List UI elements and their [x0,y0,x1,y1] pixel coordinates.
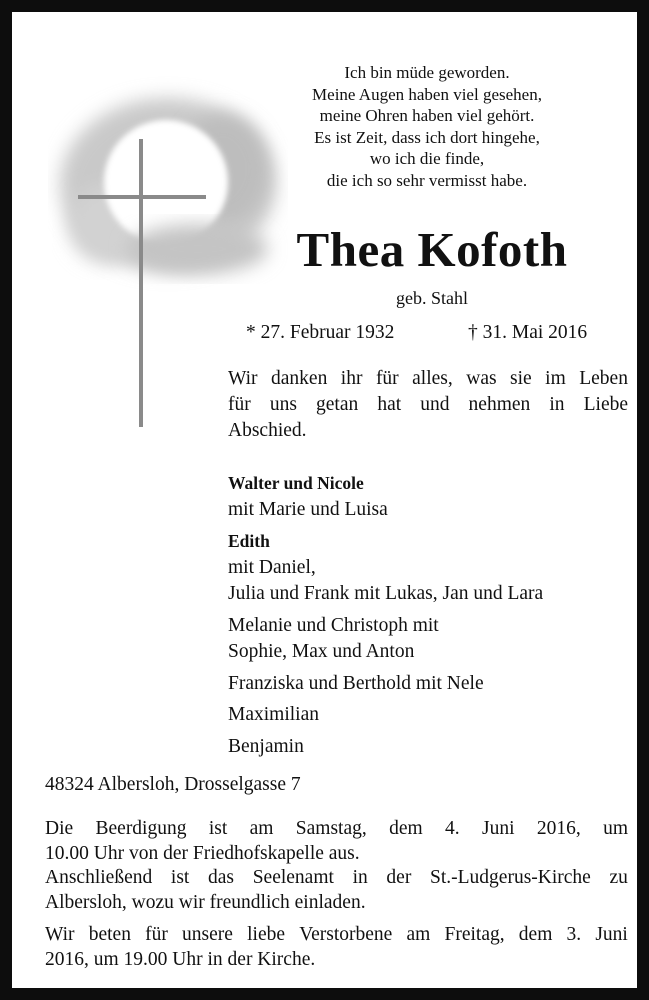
word: ist [170,867,190,888]
word: für [375,368,399,389]
word: St.-Ludgerus-Kirche [430,867,591,888]
word: der [386,867,412,888]
family-line: Julia und Frank mit Lukas, Jan und Lara [228,583,544,604]
word: das [208,867,235,888]
funeral-line [45,817,628,842]
word: Juni [481,818,515,839]
thanks-line [228,392,628,418]
funeral-line: Albersloh, wozu wir freundlich einladen. [45,891,366,913]
word: ist [208,818,228,839]
word: Die [45,818,74,839]
poem-line: Es ist Zeit, dass ich dort hingehe, [314,127,540,147]
word: dem [389,818,423,839]
word: danken [271,368,328,389]
family-line: Franziska und Berthold mit Nele [228,672,484,694]
word: Seelenamt [252,867,334,888]
word: im [545,368,566,389]
family-list [228,470,543,760]
family-group-name: Walter und Nicole [228,473,364,493]
word: Samstag, [295,818,367,839]
death-date: † 31. Mai 2016 [468,322,588,343]
family-group-name: Edith [228,531,270,551]
word: unsere [182,924,233,945]
prayer-line [45,923,628,948]
word: beten [88,924,131,945]
word: Juni [595,924,628,945]
word: uns [269,394,297,415]
word: in [352,867,368,888]
family-line: Sophie, Max und Anton [228,641,415,662]
word: was [466,368,497,389]
word: Anschließend [45,867,153,888]
cross-icon-vertical [139,139,143,427]
poem-line: meine Ohren haben viel gehört. [319,106,535,125]
word: Wir [45,924,75,945]
prayer-info [45,923,628,972]
word: in [549,394,565,415]
word: sie [510,368,532,389]
word: Beerdigung [95,818,187,839]
word: am [249,818,274,839]
thanks-line [228,366,628,392]
family-line: Maximilian [228,704,319,725]
word: Liebe [583,394,628,415]
word: dem [518,924,553,945]
funeral-line [45,866,628,891]
word: Freitag, [444,924,505,945]
cross-icon-horizontal [78,195,206,199]
poem [262,62,592,191]
family-line: mit Marie und Luisa [228,498,388,520]
word: Leben [579,368,628,389]
birth-date: * 27. Februar 1932 [246,322,395,343]
address: 48324 Albersloh, Drosselgasse 7 [45,774,301,795]
word: Verstorbene [299,924,393,945]
word: 3. [566,924,582,945]
deceased-name: Thea Kofoth [296,222,568,277]
word: Abschied. [228,420,307,441]
funeral-line: 10.00 Uhr von der Friedhofskapelle aus. [45,842,360,864]
word: getan [316,394,359,415]
word: um [603,818,628,839]
prayer-line: 2016, um 19.00 Uhr in der Kirche. [45,948,316,970]
word: 4. [445,818,460,839]
poem-line: Meine Augen haben viel gesehen, [312,84,542,104]
funeral-info [45,817,628,915]
family-line: Melanie und Christoph mit [228,614,439,636]
word: alles, [412,368,453,389]
thanks-line [228,418,628,444]
cloud-moon-decoration [48,74,288,294]
word: und [420,394,450,415]
word: am [406,924,431,945]
word: zu [609,867,628,888]
thanks-text [228,366,628,444]
poem-line: wo ich die finde, [369,149,485,168]
word: 2016, [536,818,581,839]
word: Wir [228,368,258,389]
word: ihr [340,368,363,389]
word: hat [377,394,402,415]
word: nehmen [468,394,531,415]
word: für [228,394,251,415]
family-line: mit Daniel, [228,556,316,578]
maiden-name: geb. Stahl [396,288,468,308]
family-line: Benjamin [228,735,304,757]
poem-line: die ich so sehr vermisst habe. [326,170,528,190]
word: für [145,924,168,945]
word: liebe [247,924,286,945]
poem-line: Ich bin müde geworden. [344,63,510,82]
